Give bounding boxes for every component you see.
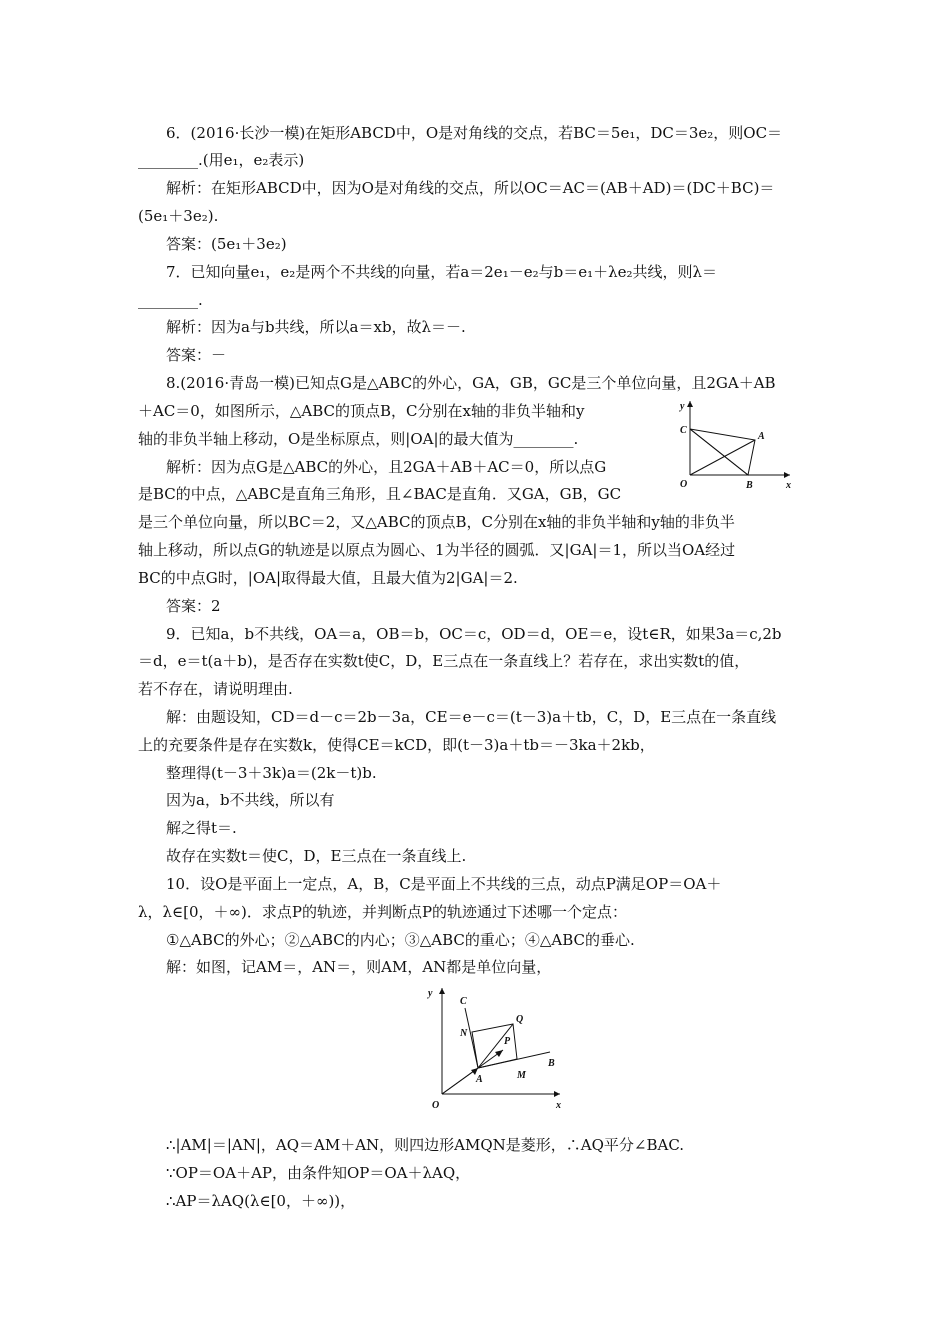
label-p: P: [504, 1036, 511, 1047]
y-axis-arrow: [687, 401, 693, 407]
segment-oa: [690, 440, 755, 475]
x-axis-arrow: [784, 472, 790, 478]
text-line: ＝d，e＝t(a＋b)，是否存在实数t使C，D，E三点在一条直线上？若存在，求出实数t的值，: [138, 652, 750, 670]
text-line: 8.(2016·青岛一模)已知点G是△ABC的外心，GA，GB，GC是三个单位向量，且2GA＋AB: [166, 374, 776, 392]
label-x: x: [786, 480, 791, 491]
label-m: M: [517, 1070, 526, 1081]
text-line: 6．(2016·长沙一模)在矩形ABCD中，O是对角线的交点，若BC＝5e₁，DC＝3e₂，则OC＝: [166, 124, 783, 142]
label-n: N: [460, 1028, 468, 1039]
text-line: 解：由题设知，CD＝d－c＝2b－3a，CE＝e－c＝(t－3)a＋tb，C，D，E三点在一条直线: [166, 708, 777, 726]
label-c: C: [460, 996, 467, 1007]
text-line: 解之得t＝.: [166, 819, 237, 837]
text-line: 整理得(t－3＋3k)a＝(2k－t)b.: [166, 764, 377, 782]
text-line: 轴的非负半轴上移动，O是坐标原点，则|OA|的最大值为________.: [138, 430, 579, 448]
segment-cb: [690, 429, 748, 475]
label-a: A: [476, 1074, 483, 1085]
text-line: 解析：在矩形ABCD中，因为O是对角线的交点，所以OC＝AC＝(AB＋AD)＝(DC＋BC)＝: [166, 179, 775, 197]
text-line: 7．已知向量e₁，e₂是两个不共线的向量，若a＝2e₁－e₂与b＝e₁＋λe₂共线，则λ＝: [166, 263, 717, 281]
text-line: 解析：因为点G是△ABC的外心，且2GA＋AB＋AC＝0，所以点G: [166, 458, 607, 476]
text-line: λ，λ∈[0，＋∞)．求点P的轨迹，并判断点P的轨迹通过下述哪一个定点：: [138, 903, 628, 921]
label-o: O: [680, 479, 688, 490]
x-axis-arrow: [554, 1091, 560, 1097]
rhombus-amqn: [472, 1024, 517, 1068]
text-line: ＋AC＝0，如图所示，△ABC的顶点B，C分别在x轴的非负半轴和y: [138, 402, 585, 420]
text-line: 答案：－: [166, 346, 227, 364]
label-o: O: [432, 1100, 440, 1111]
text-line: 上的充要条件是存在实数k，使得CE＝kCD，即(t－3)a＋tb＝－3ka＋2kb，: [138, 736, 655, 754]
text-line: 答案：(5e₁＋3e₂): [166, 235, 287, 253]
text-line: 是BC的中点，△ABC是直角三角形，且∠BAC是直角．又GA，GB，GC: [138, 485, 622, 503]
text-line: BC的中点G时，|OA|取得最大值，且最大值为2|GA|＝2.: [138, 569, 518, 587]
text-line: ________.(用e₁，e₂表示): [138, 151, 305, 169]
text-line: 解：如图，记AM＝，AN＝，则AM，AN都是单位向量，: [166, 958, 552, 976]
text-line: ∴|AM|＝|AN|，AQ＝AM＋AN，则四边形AMQN是菱形，∴AQ平分∠BAC.: [166, 1136, 685, 1154]
text-line: 轴上移动，所以点G的轨迹是以原点为圆心、1为半径的圆弧．又|GA|＝1，所以当OA经过: [138, 541, 736, 559]
text-line: 答案：2: [166, 597, 221, 615]
text-line: 10．设O是平面上一定点，A，B，C是平面上不共线的三点，动点P满足OP＝OA＋: [166, 875, 722, 893]
triangle-abc: [690, 429, 755, 475]
text-line: 解析：因为a与b共线，所以a＝xb，故λ＝－.: [166, 318, 466, 336]
rhombus-figure: [420, 982, 570, 1117]
text-line: 9．已知a，b不共线，OA＝a，OB＝b，OC＝c，OD＝d，OE＝e，设t∈R，如果3a＝c,2b: [166, 625, 782, 643]
text-line: 若不存在，请说明理由.: [138, 680, 293, 698]
label-a: A: [758, 431, 765, 442]
label-b: B: [746, 480, 753, 491]
label-x: x: [556, 1100, 561, 1111]
triangle-figure: [670, 395, 800, 495]
op-arrow: [495, 1050, 503, 1057]
text-line: ∵OP＝OA＋AP，由条件知OP＝OA＋λAQ，: [166, 1164, 471, 1182]
y-axis-arrow: [439, 988, 445, 994]
text-line: (5e₁＋3e₂).: [138, 207, 219, 225]
text-line: 故存在实数t＝使C，D，E三点在一条直线上.: [166, 847, 467, 865]
segment-op: [442, 1050, 503, 1094]
text-line: ________.: [138, 291, 203, 309]
label-y: y: [428, 988, 433, 999]
text-line: 因为a，b不共线，所以有: [166, 791, 335, 809]
label-c: C: [680, 425, 687, 436]
text-line: ∴AP＝λAQ(λ∈[0，＋∞))，: [166, 1192, 356, 1210]
text-line: 是三个单位向量，所以BC＝2，又△ABC的顶点B，C分别在x轴的非负半轴和y轴的非负半: [138, 513, 735, 531]
text-line: ①△ABC的外心；②△ABC的内心；③△ABC的重心；④△ABC的垂心.: [166, 931, 635, 949]
label-b: B: [548, 1058, 555, 1069]
label-y: y: [680, 401, 685, 412]
label-q: Q: [516, 1014, 524, 1025]
